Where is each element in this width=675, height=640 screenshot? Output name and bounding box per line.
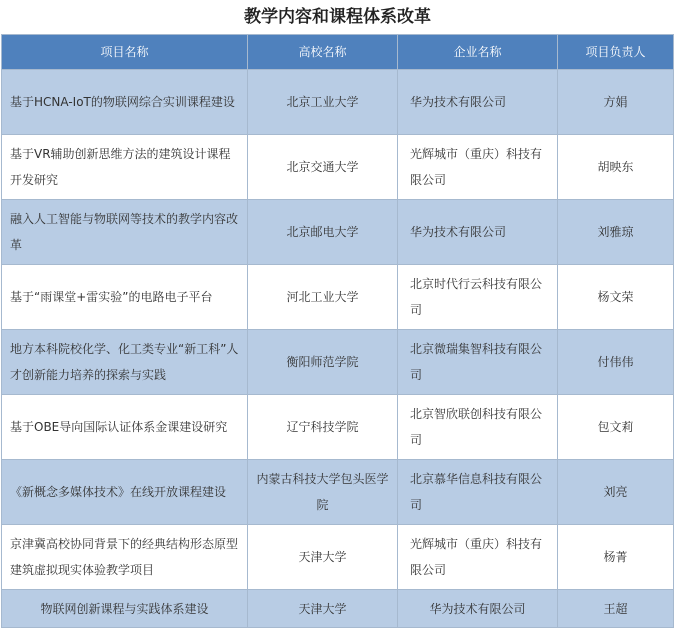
- table-header-row: [2, 35, 674, 70]
- table-row: [2, 200, 674, 265]
- projects-table: [1, 34, 674, 628]
- cell-company: 北京微瑞集智科技有限公司: [398, 330, 558, 395]
- cell-leader: 王超: [558, 590, 674, 628]
- cell-project: 基于OBE导向国际认证体系金课建设研究: [2, 395, 248, 460]
- cell-leader: 刘亮: [558, 460, 674, 525]
- cell-leader: 杨文荣: [558, 265, 674, 330]
- cell-company: 光辉城市（重庆）科技有限公司: [398, 525, 558, 590]
- cell-leader: 杨菁: [558, 525, 674, 590]
- cell-project: 基于“雨课堂+雷实验”的电路电子平台: [2, 265, 248, 330]
- cell-leader: 刘雅琼: [558, 200, 674, 265]
- cell-project: 基于VR辅助创新思维方法的建筑设计课程开发研究: [2, 135, 248, 200]
- cell-company: 华为技术有限公司: [398, 70, 558, 135]
- cell-company: 北京时代行云科技有限公司: [398, 265, 558, 330]
- cell-project: 京津冀高校协同背景下的经典结构形态原型建筑虚拟现实体验教学项目: [2, 525, 248, 590]
- cell-project: 《新概念多媒体技术》在线开放课程建设: [2, 460, 248, 525]
- table-row: [2, 460, 674, 525]
- cell-company: 华为技术有限公司: [398, 590, 558, 628]
- cell-university: 辽宁科技学院: [248, 395, 398, 460]
- table-row: [2, 265, 674, 330]
- table-row: [2, 135, 674, 200]
- cell-leader: 胡映东: [558, 135, 674, 200]
- cell-company: 北京慕华信息科技有限公司: [398, 460, 558, 525]
- cell-university: 内蒙古科技大学包头医学院: [248, 460, 398, 525]
- table-row: [2, 590, 674, 628]
- table-row: [2, 70, 674, 135]
- cell-project: 融入人工智能与物联网等技术的教学内容改革: [2, 200, 248, 265]
- cell-leader: 付伟伟: [558, 330, 674, 395]
- table-row: [2, 395, 674, 460]
- cell-company: 华为技术有限公司: [398, 200, 558, 265]
- cell-leader: 方娟: [558, 70, 674, 135]
- cell-company: 光辉城市（重庆）科技有限公司: [398, 135, 558, 200]
- cell-company: 北京智欣联创科技有限公司: [398, 395, 558, 460]
- cell-project: 物联网创新课程与实践体系建设: [2, 590, 248, 628]
- cell-university: 天津大学: [248, 590, 398, 628]
- cell-university: 河北工业大学: [248, 265, 398, 330]
- header-university: 高校名称: [248, 35, 398, 70]
- header-project: 项目名称: [2, 35, 248, 70]
- header-company: 企业名称: [398, 35, 558, 70]
- cell-university: 北京邮电大学: [248, 200, 398, 265]
- cell-university: 天津大学: [248, 525, 398, 590]
- page-title: 教学内容和课程体系改革: [244, 7, 431, 27]
- cell-university: 衡阳师范学院: [248, 330, 398, 395]
- cell-university: 北京交通大学: [248, 135, 398, 200]
- cell-university: 北京工业大学: [248, 70, 398, 135]
- cell-project: 地方本科院校化学、化工类专业“新工科”人才创新能力培养的探索与实践: [2, 330, 248, 395]
- table-row: [2, 330, 674, 395]
- table-row: [2, 525, 674, 590]
- cell-leader: 包文莉: [558, 395, 674, 460]
- header-leader: 项目负责人: [558, 35, 674, 70]
- cell-project: 基于HCNA-IoT的物联网综合实训课程建设: [2, 70, 248, 135]
